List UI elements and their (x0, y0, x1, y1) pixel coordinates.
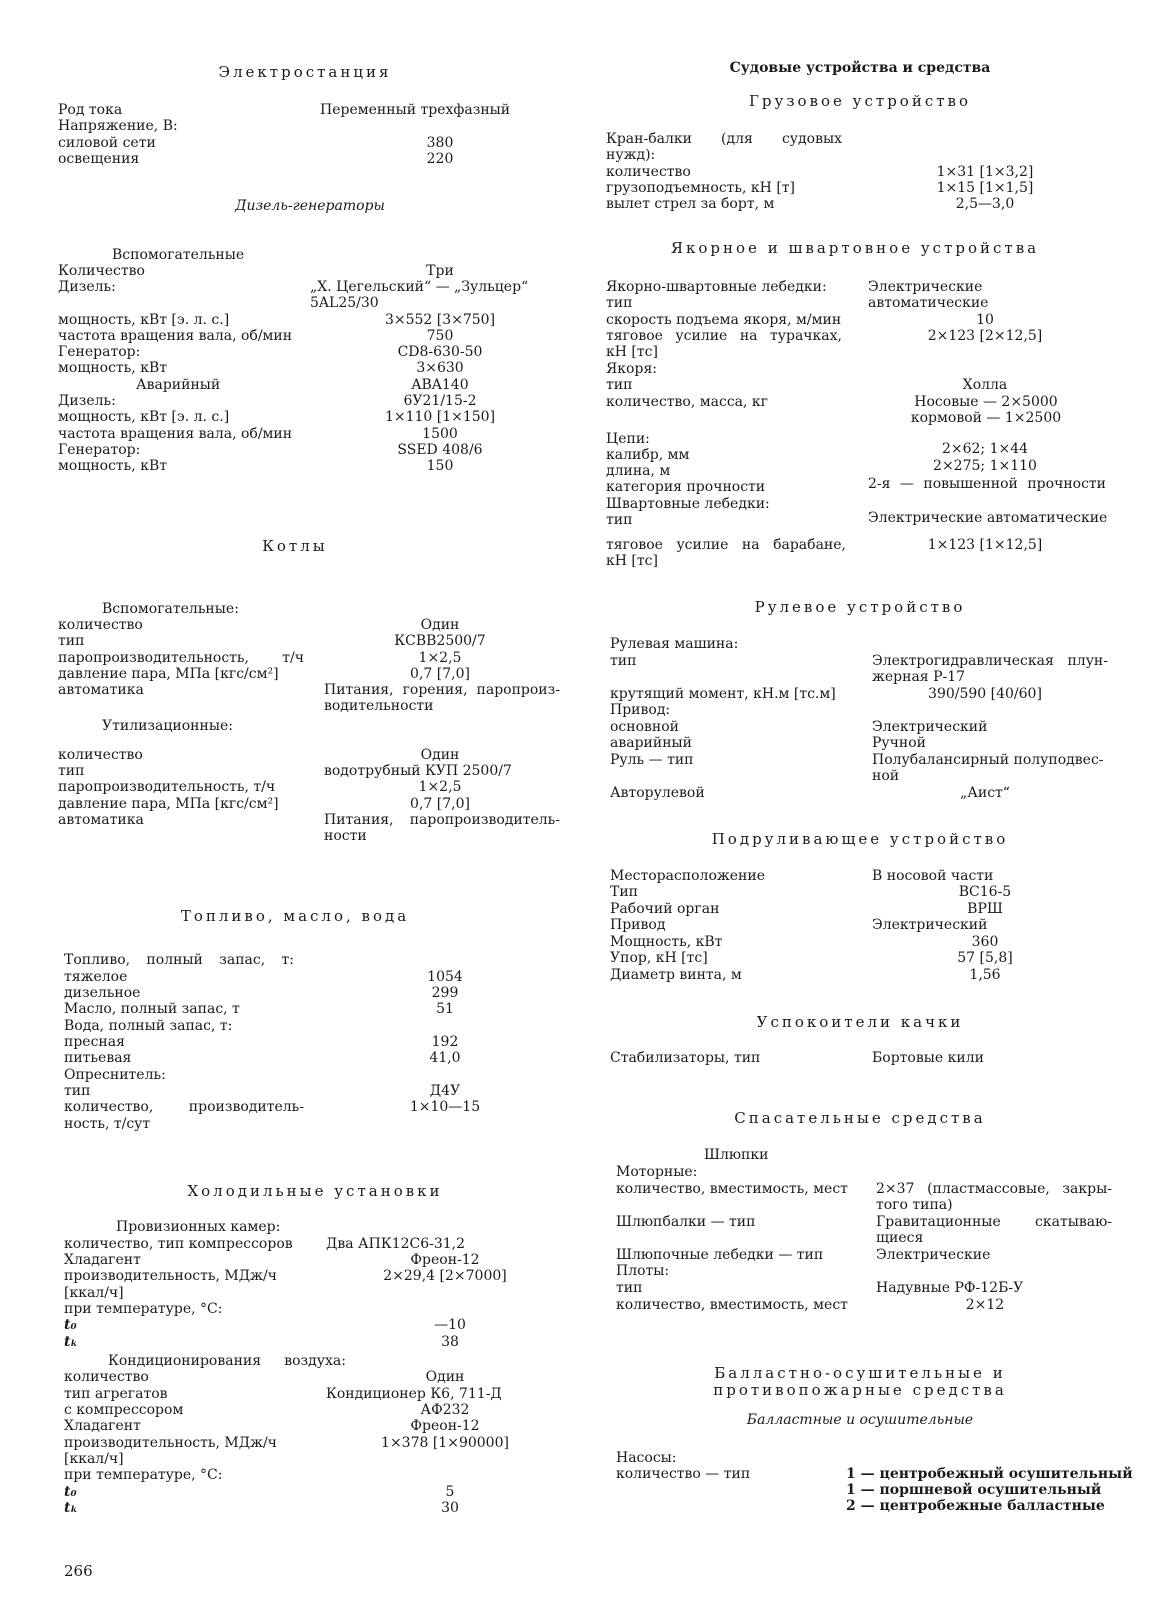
row-value: Кондиционер К6, 711-Д (326, 1386, 502, 1402)
row-label: грузоподъемность, кН [т] (606, 180, 796, 196)
row-label: тип (606, 377, 633, 393)
row-label: Тип (610, 884, 638, 900)
row-label: Мощность, кВт (610, 934, 723, 950)
row-value: автоматические (868, 295, 989, 311)
row-value: Гравитационные скатываю- (876, 1214, 1112, 1230)
row-value: 1×31 [1×3,2] (936, 164, 1034, 180)
row-label: основной (610, 719, 680, 735)
row-label: Род тока (58, 102, 123, 118)
page-number: 266 (64, 1562, 93, 1580)
row-value: кормовой — 1×2500 (910, 410, 1062, 426)
row-label: частота вращения вала, об/мин (58, 426, 293, 442)
row-value: 5 (445, 1484, 455, 1500)
row-value: водотрубный КУП 2500/7 (324, 763, 512, 779)
row-label: аварийный (610, 735, 693, 751)
row-value: 38 (441, 1334, 459, 1350)
stabilizers-title: Успокоители качки (756, 1013, 964, 1031)
cargo-title: Грузовое устройство (748, 92, 972, 110)
row-label: Якорно-швартовные лебедки: (606, 279, 827, 295)
row-value: Электрогидравлическая плун- (872, 653, 1108, 669)
row-value: АФ232 (420, 1402, 470, 1418)
row-value: 2 — центробежные балластные (846, 1498, 1105, 1514)
row-label: тип (58, 763, 85, 779)
row-label: давление пара, МПа [кгс/см²] (58, 796, 279, 812)
row-label: ность, т/сут (64, 1116, 151, 1132)
row-label: Привод: (610, 702, 671, 718)
row-value: 1054 (427, 969, 463, 985)
row-value: 57 [5,8] (957, 950, 1013, 966)
fuel-title: Топливо, масло, вода (180, 907, 410, 925)
row-value: щиеся (876, 1230, 924, 1246)
row-label: Якоря: (606, 361, 657, 377)
boats-heading: Шлюпки (704, 1147, 769, 1163)
row-label: кН [тс] (606, 344, 658, 360)
row-label: категория прочности (606, 479, 766, 495)
row-value: Питания, паропроизводитель- (324, 812, 560, 828)
row-label: количество (58, 617, 143, 633)
row-value: 1×2,5 (418, 650, 462, 666)
utilization-heading: Утилизационные: (102, 718, 233, 734)
row-label: t₀ (64, 1484, 77, 1500)
row-value: 3×630 (416, 360, 464, 376)
row-value: Электрический (872, 917, 988, 933)
row-value: 1×10—15 (409, 1099, 481, 1115)
row-value: 30 (441, 1500, 459, 1516)
row-value: Три (426, 263, 454, 279)
row-label: Напряжение, В: (58, 118, 178, 134)
row-label: тип (58, 633, 85, 649)
row-label: количество, производитель- (64, 1099, 304, 1115)
anchor-title: Якорное и швартовное устройства (670, 239, 1040, 257)
row-value: 0,7 [7,0] (410, 666, 470, 682)
row-label: мощность, кВт (58, 458, 167, 474)
row-label: [ккал/ч] (64, 1285, 124, 1301)
row-label: Топливо, полный запас, т: (64, 952, 294, 968)
row-value: Бортовые кили (872, 1050, 984, 1066)
row-value: SSED 408/6 (397, 442, 483, 458)
row-label: t₀ (64, 1317, 77, 1333)
row-label: Руль — тип (610, 752, 694, 768)
row-value: 1×110 [1×150] (384, 409, 496, 425)
row-label: тип (606, 512, 633, 528)
row-label: Цепи: (606, 431, 650, 447)
row-label: производительность, МДж/ч (64, 1435, 277, 1451)
row-label: Привод (610, 917, 666, 933)
row-value: 51 (436, 1001, 454, 1017)
row-label: с компрессором (64, 1402, 184, 1418)
ac-heading: Кондиционирования воздуха: (108, 1353, 346, 1369)
row-label: Авторулевой (610, 785, 705, 801)
row-label: Вода, полный запас, т: (64, 1018, 233, 1034)
row-value: CD8-630-50 (397, 344, 483, 360)
row-value: Полубалансирный полуподвес- (872, 752, 1104, 768)
row-label: калибр, мм (606, 447, 690, 463)
row-value: 1×378 [1×90000] (381, 1435, 509, 1451)
row-value: 750 (426, 328, 454, 344)
row-value: 0,7 [7,0] (410, 796, 470, 812)
row-label: [ккал/ч] (64, 1451, 124, 1467)
diesel-generators-title: Дизель-генераторы (235, 198, 385, 214)
row-value: Один (425, 1369, 465, 1385)
row-label: Шлюпбалки — тип (616, 1214, 756, 1230)
row-value: 390/590 [40/60] (928, 686, 1042, 702)
row-value: „Аист“ (960, 785, 1010, 801)
row-value: В носовой части (872, 868, 994, 884)
row-value: 2×62; 1×44 (941, 441, 1029, 457)
row-label: питьевая (64, 1050, 132, 1066)
row-value: Фреон-12 (410, 1418, 480, 1434)
row-label: частота вращения вала, об/мин (58, 328, 293, 344)
row-label: количество, вместимость, мест (616, 1297, 848, 1313)
main-section-title: Судовые устройства и средства (729, 60, 991, 76)
boilers-title: Котлы (262, 537, 328, 555)
row-label: мощность, кВт (58, 360, 167, 376)
row-label: тип (64, 1083, 91, 1099)
provision-heading: Провизионных камер: (116, 1219, 281, 1235)
row-label: тип (610, 653, 637, 669)
ballast-title-line-2: противопожарные средства (713, 1381, 1007, 1399)
row-label: tₖ (64, 1500, 78, 1516)
row-label: давление пара, МПа [кгс/см²] (58, 666, 279, 682)
row-label: количество — тип (616, 1466, 751, 1482)
row-label: Насосы: (616, 1450, 677, 1466)
refrigeration-title: Холодильные установки (187, 1182, 443, 1200)
row-value: Холла (962, 377, 1008, 393)
row-label: Хладагент (64, 1418, 141, 1434)
row-value: Электрические автоматические (868, 510, 1108, 526)
row-label: силовой сети (58, 135, 156, 151)
row-value: 192 (431, 1034, 459, 1050)
row-label: Диаметр винта, м (610, 967, 742, 983)
row-label: мощность, кВт [э. л. с.] (58, 409, 230, 425)
ballast-subtitle: Балластные и осушительные (746, 1412, 974, 1428)
row-value: ности (324, 828, 367, 844)
row-label: автоматика (58, 812, 144, 828)
row-value: Переменный трехфазный (320, 102, 511, 118)
row-value: 3×552 [3×750] (384, 312, 496, 328)
row-value: ABA140 (411, 377, 469, 393)
lifesaving-title: Спасательные средства (734, 1109, 986, 1127)
row-value: 2×37 (пластмассовые, закры- (876, 1181, 1112, 1197)
row-value: 2-я — повышенной прочности (868, 476, 1106, 492)
row-label: крутящий момент, кН.м [тс.м] (610, 686, 836, 702)
row-value: —10 (434, 1317, 466, 1333)
steering-title: Рулевое устройство (754, 598, 966, 616)
thruster-title: Подруливающее устройство (711, 830, 1009, 848)
row-label: Шлюпочные лебедки — тип (616, 1247, 824, 1263)
row-value: Электрический (872, 719, 988, 735)
row-label: вылет стрел за борт, м (606, 196, 775, 212)
row-value: 5AL25/30 (310, 295, 379, 311)
row-value: водительности (324, 698, 434, 714)
row-label: Моторные: (616, 1164, 698, 1180)
row-label: мощность, кВт [э. л. с.] (58, 312, 230, 328)
row-value: 2×123 [2×12,5] (927, 328, 1043, 344)
row-value: КСВВ2500/7 (394, 633, 486, 649)
row-label: Рулевая машина: (610, 636, 739, 652)
row-label: Кран-балки (для судовых (606, 131, 842, 147)
row-value: 41,0 (429, 1050, 461, 1066)
row-value: 380 (426, 135, 454, 151)
row-label: Месторасположение (610, 868, 765, 884)
power-plant-title: Электростанция (218, 63, 392, 81)
row-value: жерная Р-17 (872, 669, 966, 685)
row-label: длина, м (606, 463, 671, 479)
row-value: 10 (976, 312, 994, 328)
row-label: при температуре, °С: (64, 1301, 223, 1317)
row-label: количество (64, 1369, 149, 1385)
row-label: тяговое усилие на барабане, (606, 537, 846, 553)
row-value: 2×275; 1×110 (933, 458, 1037, 474)
row-label: Дизель: (58, 279, 116, 295)
row-label: Масло, полный запас, т (64, 1001, 240, 1017)
row-value: 1×123 [1×12,5] (927, 537, 1043, 553)
aux-boilers-heading: Вспомогательные: (102, 601, 239, 617)
row-value: Электрические (876, 1247, 991, 1263)
row-label: тип агрегатов (64, 1386, 168, 1402)
row-label: тип (616, 1280, 643, 1296)
row-label: Количество (58, 263, 145, 279)
emergency-heading: Аварийный (136, 377, 221, 393)
row-label: пресная (64, 1034, 125, 1050)
row-label: паропроизводительность, т/ч (58, 779, 276, 795)
row-value: 6У21/15-2 (403, 393, 477, 409)
row-label: Опреснитель: (64, 1067, 166, 1083)
row-value: Надувные РФ-12Б-У (876, 1280, 1024, 1296)
row-value: 360 (971, 934, 999, 950)
row-value: ной (872, 768, 900, 784)
row-value: Один (420, 747, 460, 763)
row-label: количество (606, 164, 691, 180)
row-label: нужд): (606, 147, 656, 163)
row-label: освещения (58, 151, 140, 167)
row-value: 2×12 (965, 1297, 1005, 1313)
aux-heading: Вспомогательные (112, 247, 245, 263)
row-label: Стабилизаторы, тип (610, 1050, 761, 1066)
row-label: Генератор: (58, 344, 141, 360)
row-value: того типа) (876, 1197, 953, 1213)
row-value: 1500 (422, 426, 458, 442)
row-value: 1×15 [1×1,5] (936, 180, 1034, 196)
row-label: Хладагент (64, 1252, 141, 1268)
row-label: производительность, МДж/ч (64, 1268, 277, 1284)
row-label: количество, тип компрессоров (64, 1236, 293, 1252)
row-label: tₖ (64, 1334, 78, 1350)
row-value: 299 (431, 985, 459, 1001)
row-label: дизельное (64, 985, 141, 1001)
row-value: 1 — поршневой осушительный (846, 1482, 1102, 1498)
row-value: 1×2,5 (418, 779, 462, 795)
row-label: количество (58, 747, 143, 763)
row-label: тип (606, 295, 633, 311)
row-label: Генератор: (58, 442, 141, 458)
row-value: 1,56 (969, 967, 1001, 983)
row-value: ВС16-5 (958, 884, 1012, 900)
row-value: 150 (426, 458, 454, 474)
row-label: паропроизводительность, т/ч (58, 650, 304, 666)
row-label: Дизель: (58, 393, 116, 409)
row-value: Д4У (429, 1083, 461, 1099)
row-value: Электрические (868, 279, 983, 295)
row-value: Питания, горения, паропроиз- (324, 682, 560, 698)
row-label: Швартовные лебедки: (606, 496, 770, 512)
row-value: 1 — центробежный осушительный (846, 1466, 1133, 1482)
row-value: 2,5—3,0 (955, 196, 1015, 212)
ballast-title-line-1: Балластно-осушительные и (714, 1364, 1006, 1382)
row-value: Два АПК12С6-31,2 (326, 1236, 466, 1252)
row-value: Ручной (872, 735, 927, 751)
row-label: Плоты: (616, 1263, 670, 1279)
row-label: кН [тс] (606, 553, 658, 569)
row-label: количество, вместимость, мест (616, 1181, 848, 1197)
row-label: тяговое усилие на турачках, (606, 328, 842, 344)
row-label: количество, масса, кг (606, 394, 768, 410)
row-value: Один (420, 617, 460, 633)
row-value: 2×29,4 [2×7000] (383, 1268, 507, 1284)
row-label: при температуре, °С: (64, 1467, 223, 1483)
row-label: автоматика (58, 682, 144, 698)
row-value: 220 (426, 151, 454, 167)
row-value: „Х. Цегельский“ — „Зульцер“ (310, 279, 529, 295)
row-label: Упор, кН [тс] (610, 950, 708, 966)
row-label: тяжелое (64, 969, 128, 985)
row-value: Носовые — 2×5000 (914, 394, 1058, 410)
row-label: Рабочий орган (610, 901, 720, 917)
row-value: ВРШ (967, 901, 1003, 917)
row-label: скорость подъема якоря, м/мин (606, 312, 842, 328)
row-value: Фреон-12 (410, 1252, 480, 1268)
